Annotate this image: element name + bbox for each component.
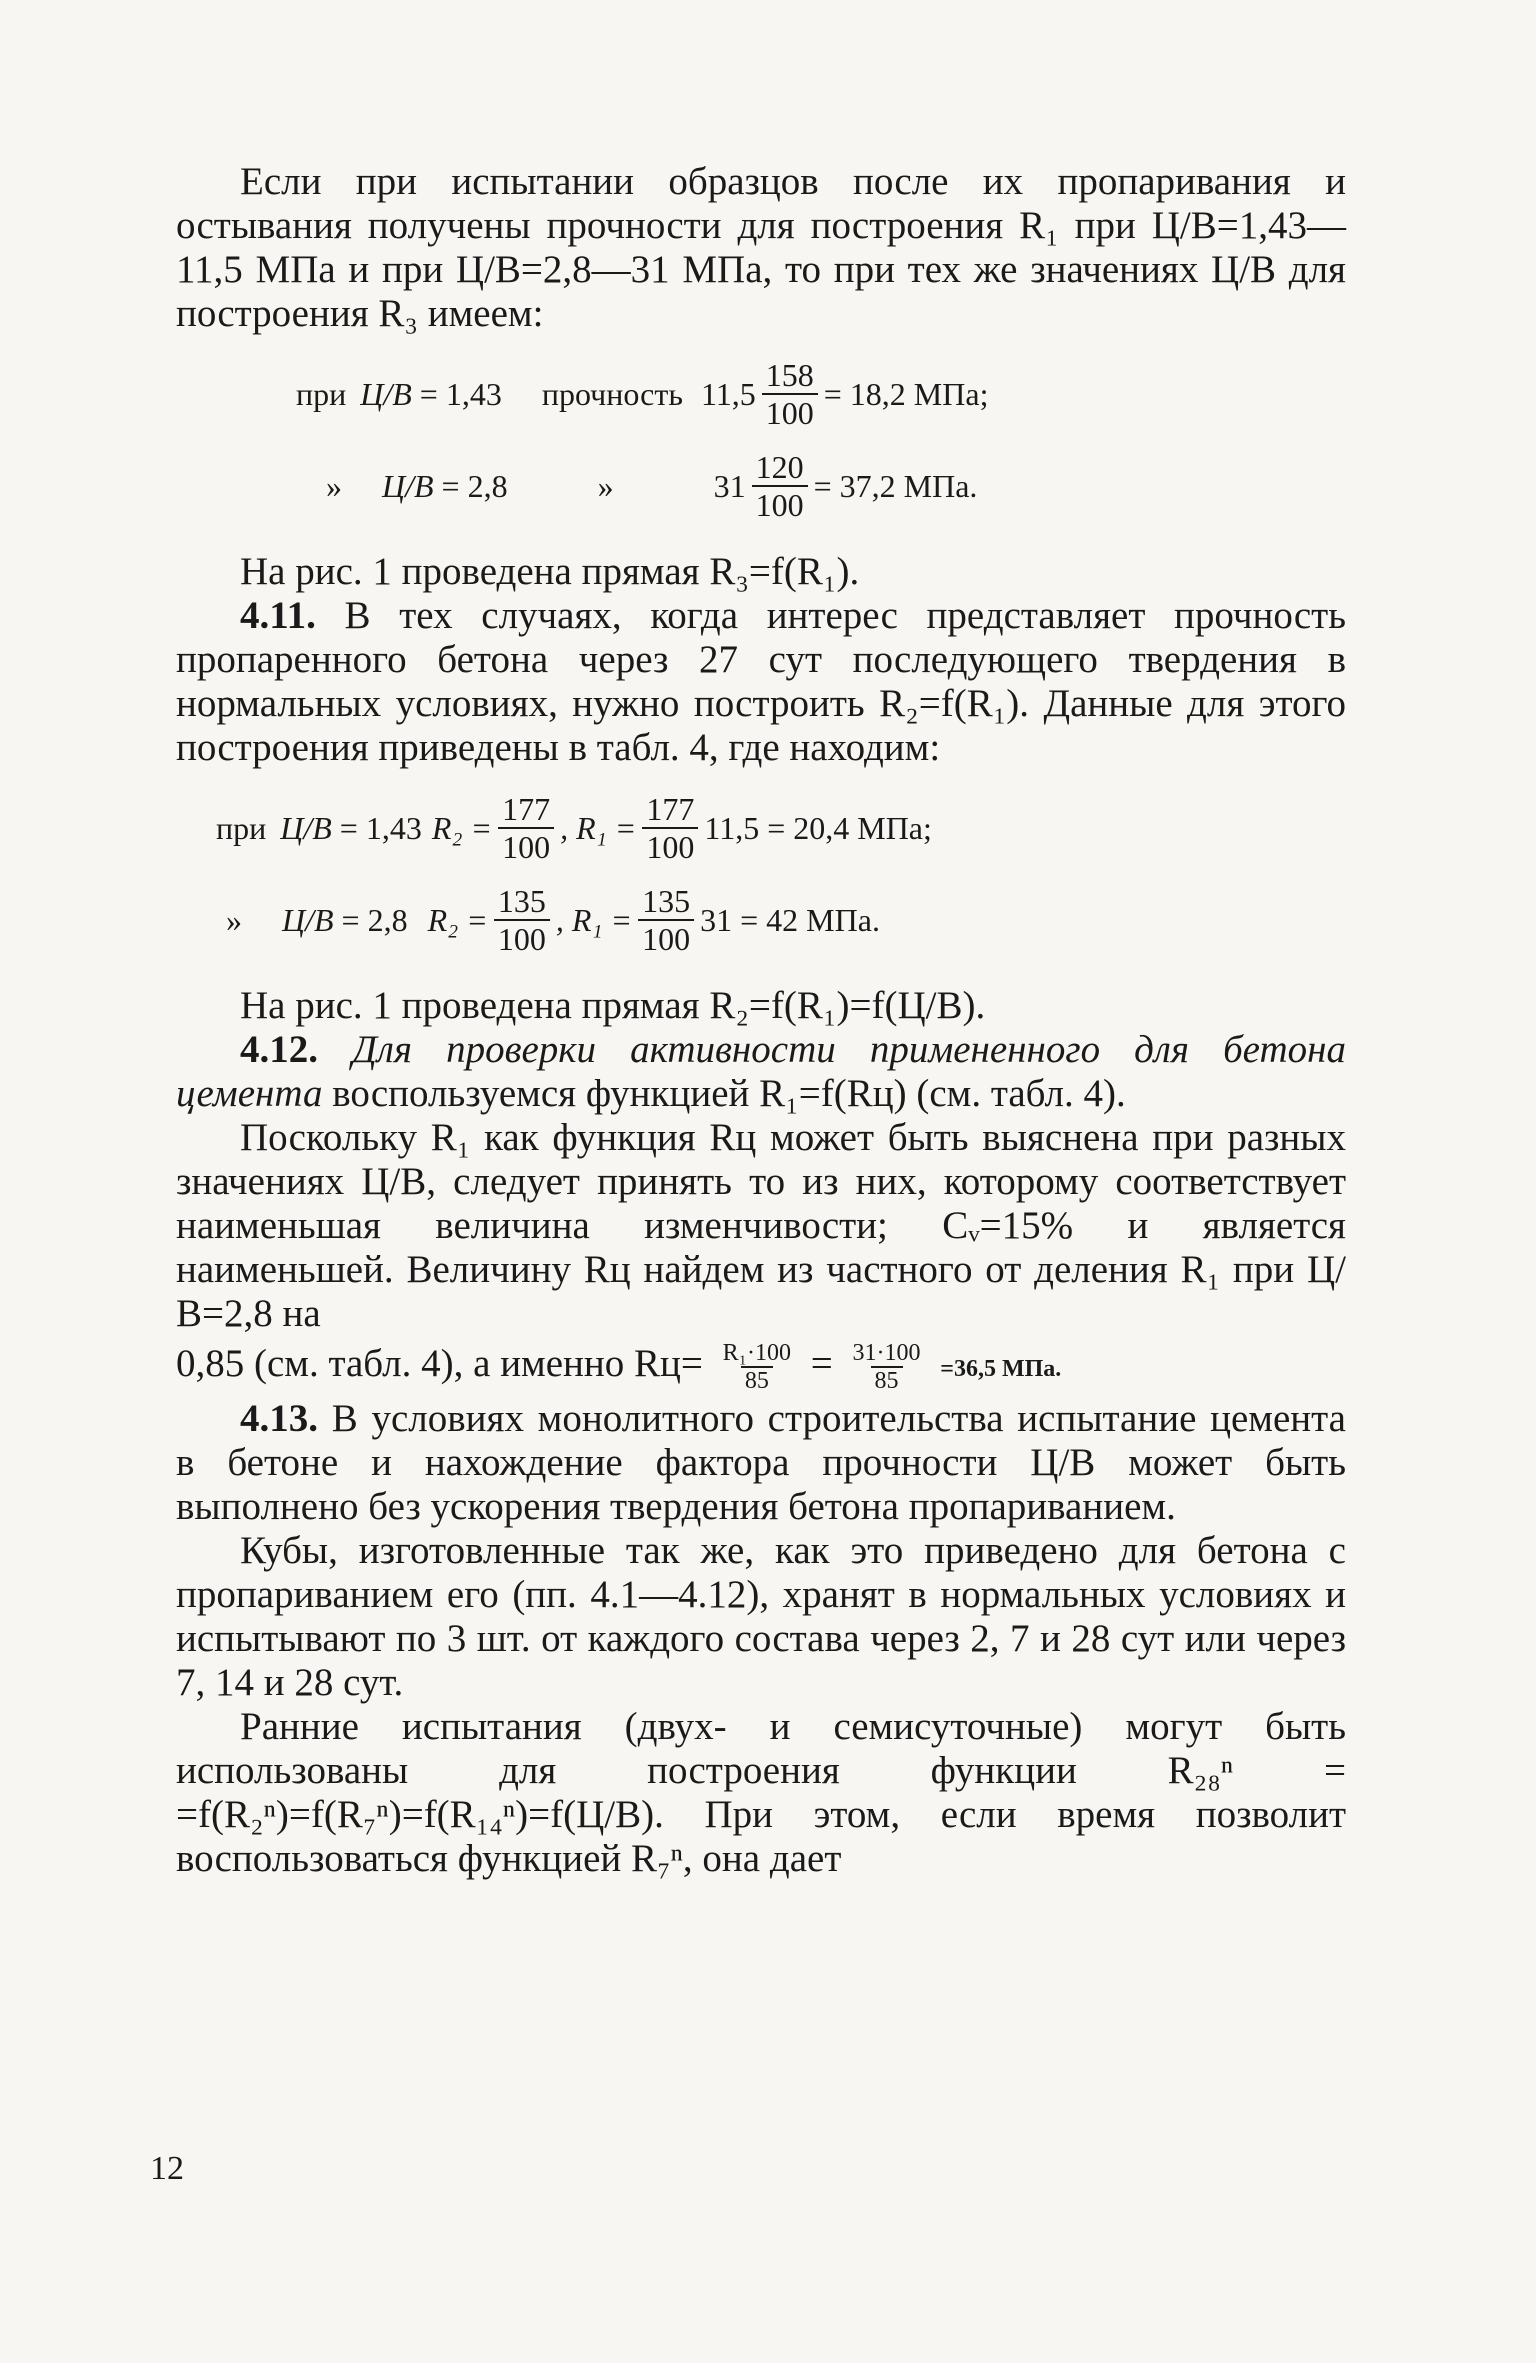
formula-row [176,874,1346,966]
fraction [762,357,818,431]
fraction [849,1340,925,1394]
fraction [719,1340,795,1394]
fraction-denominator: 85 [871,1366,903,1394]
formula-text: = 1,43 [419,375,502,412]
fraction-denominator: 100 [638,919,694,957]
formula-row [176,440,1346,532]
formula-text: » [226,901,242,938]
formula-text: 11,5 [700,375,756,412]
formula-text: » [326,467,342,504]
fraction [638,883,694,957]
paragraph-7 [176,1397,1346,1529]
page-body [176,160,1346,1881]
formula-text: при [216,809,267,846]
paragraph-1: Если при испытании образцов после их пропаривания и остывания получены прочности для построения R₁ при Ц/В=1,43—11,5 МПа и при Ц/В=2,8—31 МПа, то при тех же значениях Ц/В для построения R₃ имеем: [176,160,1346,335]
formula-text: при [296,375,347,412]
fraction-numerator: 158 [765,357,814,393]
formula-result: = 37,2 МПа. [813,467,978,504]
paragraph-5 [176,1028,1346,1116]
formula-var: R₂ = [431,809,493,846]
paragraph-6: Поскольку R₁ как функция Rц может быть выяснена при разных значениях Ц/В, следует принять то из них, которому соответствует наименьшая величина изменчивости; Cᵥ=15% и является наименьшей. Величину Rц найдем из частного от деления R₁ при Ц/В=2,8 на [176,1116,1346,1335]
formula-var: , R₁ = [560,809,637,846]
fraction-denominator: 100 [752,485,808,523]
fraction [642,791,698,865]
fraction-denominator: 100 [762,393,818,431]
formula-row [176,348,1346,440]
italic-lead-text: Для проверки активности примененного для бетона цемента [176,1028,1346,1115]
formula-text: 31 [713,467,746,504]
formula-var: R₂ = [427,901,488,938]
fraction-numerator: 177 [646,791,695,827]
fraction-numerator: 120 [755,449,804,485]
fraction-numerator: 31·100 [852,1340,921,1367]
fraction-numerator: 135 [642,883,691,919]
formula-block-2 [176,782,1346,966]
formula-text: = 1,43 [339,809,422,846]
formula-block-1 [176,348,1346,532]
formula-result: 11,5 = 20,4 МПа; [704,809,932,846]
inline-equation [176,1336,1346,1397]
fraction-denominator: 100 [494,919,550,957]
section-number: 4.12. [240,1028,318,1071]
formula-text: прочность [541,375,683,412]
equation-text: 0,85 (см. табл. 4), а именно Rц= [176,1342,703,1385]
fraction-denominator: 85 [741,1366,773,1394]
fraction-numerator: R₁·100 [722,1340,792,1367]
formula-var: Ц/В [280,809,332,846]
fraction [752,449,808,523]
fraction-numerator: 177 [502,791,551,827]
paragraph-text: воспользуемся функцией R₁=f(Rц) (см. табл. 4). [332,1072,1126,1115]
formula-row [176,782,1346,874]
paragraph-8: Кубы, изготовленные так же, как это приведено для бетона с пропариванием его (пп. 4.1—4.12), хранят в нормальных условиях и испытывают по 3 шт. от каждого состава через 2, 7 и 28 сут или через 7, 14 и 28 сут. [176,1529,1346,1704]
formula-result: = 18,2 МПа; [823,375,989,412]
fraction [494,883,550,957]
formula-var: Ц/В [282,901,334,938]
formula-var: Ц/В [360,375,412,412]
page-number: 12 [150,2150,184,2187]
formula-text: = 2,8 [441,467,508,504]
section-number: 4.11. [240,594,316,637]
paragraph-3 [176,594,1346,770]
equation-result: =36,5 МПа. [940,1356,1062,1382]
formula-result: 31 = 42 МПа. [700,901,880,938]
section-number: 4.13. [240,1397,318,1440]
fraction-denominator: 100 [642,827,698,865]
formula-text: = 2,8 [341,901,408,938]
paragraph-9: Ранние испытания (двух- и семисуточные) могут быть использованы для построения функции R₂₈ⁿ = =f(R₂ⁿ)=f(R₇ⁿ)=f(R₁₄ⁿ)=f(Ц/В). При этом, если время позволит воспользоваться функцией R₇ⁿ, она дает [176,1705,1346,1880]
formula-text: » [597,467,614,504]
paragraph-text: В условиях монолитного строительства испытание цемента в бетоне и нахождение фактора прочности Ц/В может быть выполнено без ускорения твердения бетона пропариванием. [176,1397,1346,1528]
fraction-numerator: 135 [497,883,546,919]
paragraph-4: На рис. 1 проведена прямая R₂=f(R₁)=f(Ц/В). [240,984,986,1027]
formula-var: Ц/В [382,467,434,504]
paragraph-text: В тех случаях, когда интерес представляет прочность пропаренного бетона через 27 сут последующего твердения в нормальных условиях, нужно построить R₂=f(R₁). Данные для этого построения приведены в табл. 4, где находим: [176,594,1347,769]
equation-text: = [810,1342,833,1385]
fraction-denominator: 100 [498,827,554,865]
paragraph-2: На рис. 1 проведена прямая R₃=f(R₁). [240,550,860,593]
fraction [498,791,554,865]
formula-var: , R₁ = [555,901,633,938]
